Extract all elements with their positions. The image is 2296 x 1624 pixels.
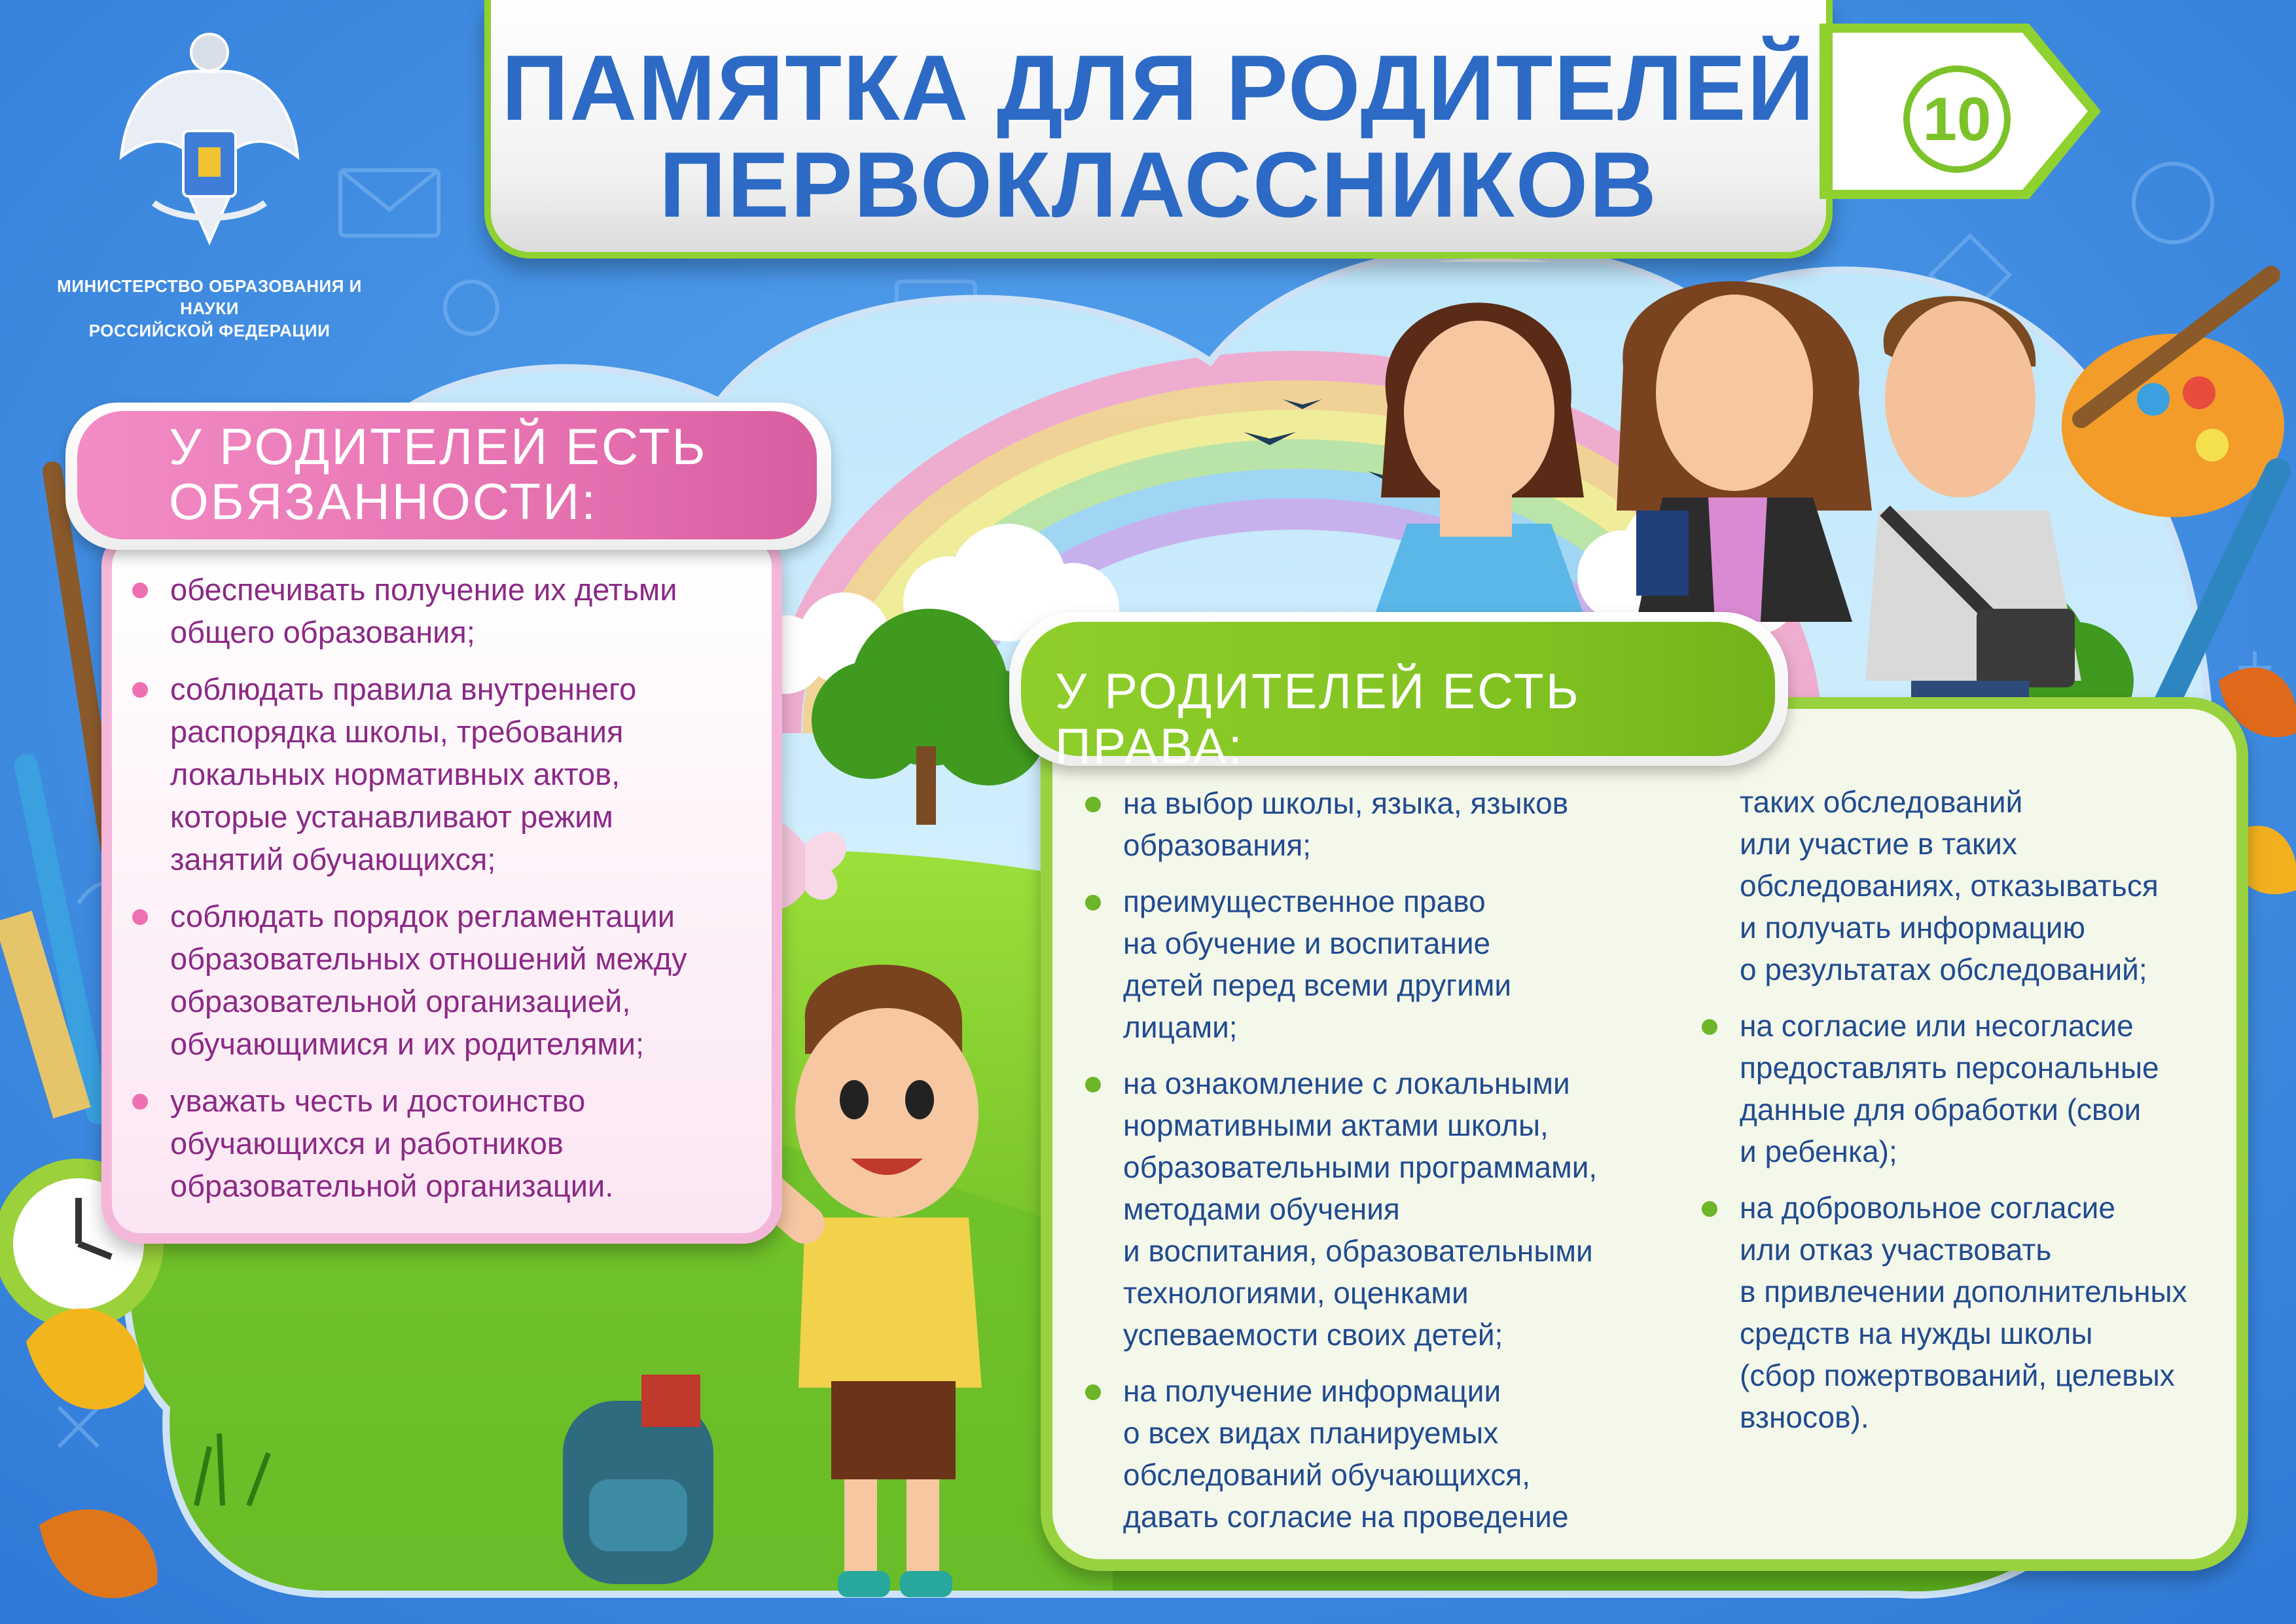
- rights-item-text: преимущественное право на обучение и воспитание детей перед всеми другими лицами;: [1123, 884, 1512, 1044]
- ministry-name-line-1: МИНИСТЕРСТВО ОБРАЗОВАНИЯ И НАУКИ: [57, 276, 362, 318]
- bullet-icon: [1702, 1019, 1717, 1035]
- ministry-name: [26, 275, 393, 342]
- page-title-line-2: ПЕРВОКЛАССНИКОВ: [659, 133, 1658, 237]
- rights-item: [1123, 880, 1679, 1048]
- rights-list-right-items: [1740, 1005, 2227, 1438]
- bullet-icon: [132, 682, 148, 698]
- duties-item-text: уважать честь и достоинство обучающихся и работников образовательной организации.: [170, 1083, 614, 1203]
- bullet-icon: [1085, 895, 1101, 911]
- bullet-icon: [1085, 1077, 1101, 1092]
- duties-item-text: соблюдать правила внутреннего распорядка школы, требования локальных нормативных актов, которые устанавливают режим занятий обучающихся;: [170, 672, 637, 876]
- rights-item: [1740, 1187, 2227, 1438]
- rights-item-text: на ознакомление с локальными нормативными актами школы, образовательными программами, методами обучения и воспитания, образовательными технологиями, оценками успеваемости своих детей;: [1123, 1066, 1598, 1352]
- duties-item: [170, 668, 759, 880]
- duties-item: [170, 1079, 759, 1207]
- bullet-icon: [1085, 797, 1101, 812]
- rights-title: У РОДИТЕЛЕЙ ЕСТЬ ПРАВА:: [1055, 664, 1581, 774]
- ministry-name-line-2: РОССИЙСКОЙ ФЕДЕРАЦИИ: [88, 321, 331, 340]
- bullet-icon: [1702, 1201, 1717, 1217]
- bullet-icon: [132, 1094, 148, 1110]
- rights-item: [1740, 1005, 2227, 1172]
- duties-item-text: соблюдать порядок регламентации образовательных отношений между образовательной организацией, обучающимися и их родителями;: [170, 899, 687, 1061]
- rights-item: [1123, 782, 1679, 866]
- page-number-badge: 10: [1903, 65, 2011, 173]
- bullet-icon: [132, 909, 148, 925]
- page-title-line-1: ПАМЯТКА ДЛЯ РОДИТЕЛЕЙ: [501, 36, 1816, 140]
- rights-item-continuation: таких обследований или участие в таких обследованиях, отказываться и получать информацию о результатах обследований;: [1740, 785, 2159, 986]
- duties-list: [170, 568, 759, 1221]
- rights-item-text: на согласие или несогласие предоставлять персональные данные для обработки (свои и ребенка);: [1740, 1009, 2159, 1168]
- duties-item: [170, 568, 759, 653]
- rights-list-left: [1123, 782, 1679, 1552]
- rights-list-right: [1740, 781, 2227, 1453]
- duties-title: У РОДИТЕЛЕЙ ЕСТЬ ОБЯЗАННОСТИ:: [169, 418, 708, 530]
- rights-item: [1123, 1062, 1679, 1356]
- rights-item: [1123, 1370, 1679, 1538]
- rights-item-text: на добровольное согласие или отказ участвовать в привлечении дополнительных средств на нужды школы (сбор пожертвований, целевых взносов).: [1740, 1191, 2187, 1434]
- bullet-icon: [132, 583, 148, 598]
- duties-item: [170, 895, 759, 1065]
- bullet-icon: [1085, 1384, 1101, 1400]
- title-banner: [484, 0, 1833, 259]
- duties-item-text: обеспечивать получение их детьми общего образования;: [170, 572, 677, 649]
- rights-item-text: на получение информации о всех видах планируемых обследований обучающихся, давать согласие на проведение: [1123, 1374, 1569, 1534]
- rights-item-text: на выбор школы, языка, языков образования;: [1123, 786, 1569, 862]
- ministry-emblem-icon: [115, 26, 304, 252]
